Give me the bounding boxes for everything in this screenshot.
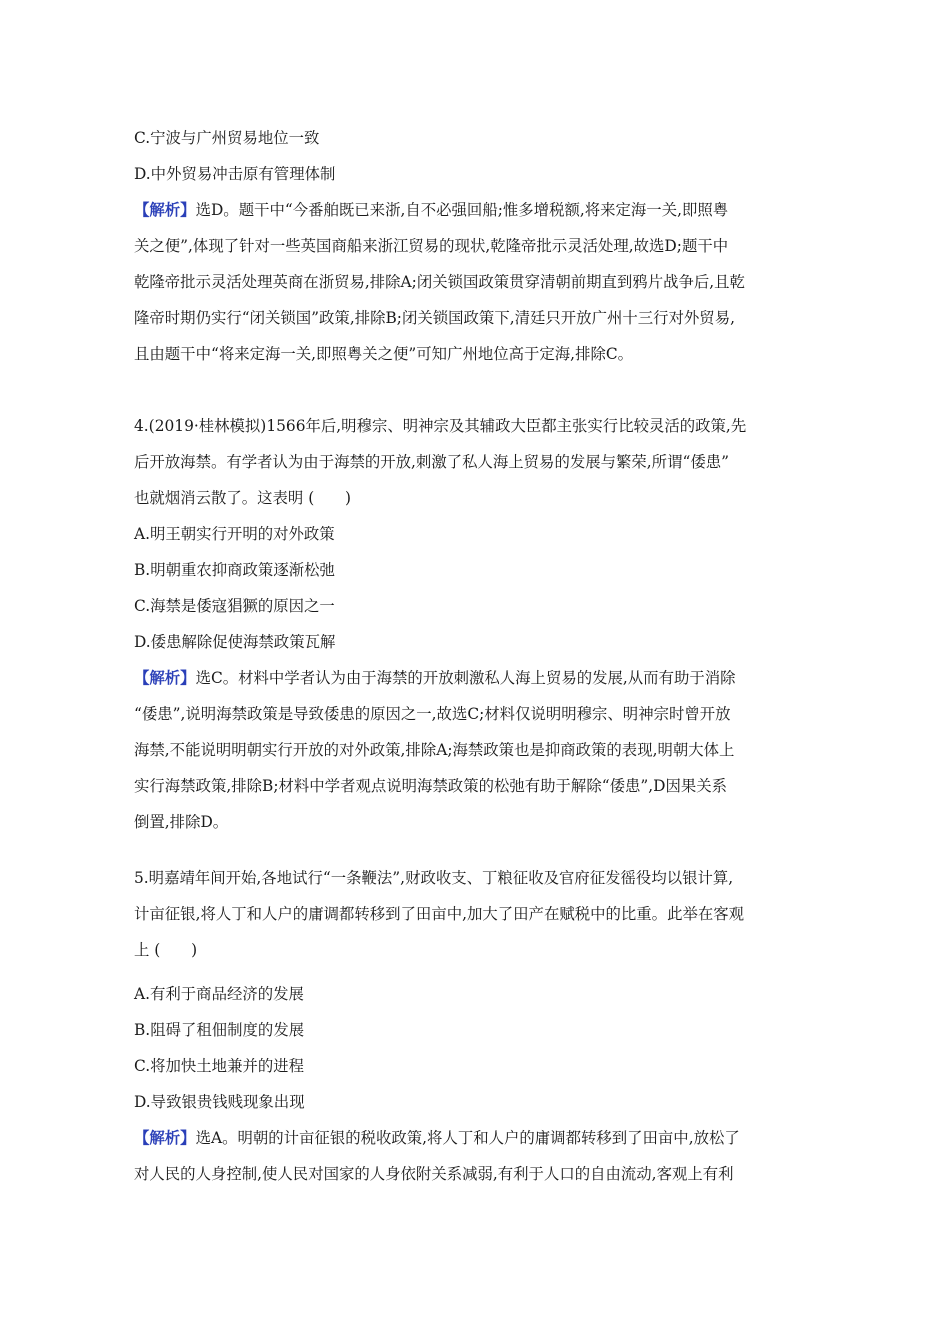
q5-option-b: B.阻碍了租佃制度的发展 — [134, 1021, 305, 1039]
q4-stem-line: 也就烟消云散了。这表明 ( ) — [134, 489, 351, 507]
q5-option-c: C.将加快土地兼并的进程 — [134, 1057, 305, 1075]
q3-answer-line: 且由题干中“将来定海一关,即照粤关之便”可知广州地位高于定海,排除C。 — [134, 345, 634, 363]
q4-option-d: D.倭患解除促使海禁政策瓦解 — [134, 633, 336, 651]
q5-stem-line: 计亩征银,将人丁和人户的庸调都转移到了田亩中,加大了田产在赋税中的比重。此举在客观 — [134, 905, 745, 923]
q4-answer-text: 选C。材料中学者认为由于海禁的开放刺激私人海上贸易的发展,从而有助于消除 — [195, 669, 736, 687]
q4-option-b: B.明朝重农抑商政策逐渐松弛 — [134, 561, 335, 579]
q4-answer-line — [134, 668, 736, 688]
q5-answer-line — [134, 1128, 740, 1148]
q5-stem-line: 5.明嘉靖年间开始,各地试行“一条鞭法”,财政收支、丁粮征收及官府征发徭役均以银计算, — [134, 869, 734, 887]
explanation-tag: 【解析】 — [134, 1129, 196, 1147]
q4-stem-line: 后开放海禁。有学者认为由于海禁的开放,刺激了私人海上贸易的发展与繁荣,所谓“倭患” — [134, 453, 729, 471]
q4-option-a: A.明王朝实行开明的对外政策 — [134, 525, 335, 543]
q3-option-d: D.中外贸易冲击原有管理体制 — [134, 165, 336, 183]
q5-option-a: A.有利于商品经济的发展 — [134, 985, 304, 1003]
explanation-tag: 【解析】 — [134, 669, 196, 687]
explanation-tag: 【解析】 — [134, 201, 196, 219]
q3-answer-line — [134, 200, 728, 220]
q3-answer-line: 乾隆帝批示灵活处理英商在浙贸易,排除A;闭关锁国政策贯穿清朝前期直到鸦片战争后,且乾 — [134, 273, 745, 291]
q4-answer-line: “倭患”,说明海禁政策是导致倭患的原因之一,故选C;材料仅说明明穆宗、明神宗时曾开放 — [134, 705, 731, 723]
q5-stem-line: 上 ( ) — [134, 941, 198, 959]
q4-answer-line: 倒置,排除D。 — [134, 813, 229, 831]
q3-answer-line: 隆帝时期仍实行“闭关锁国”政策,排除B;闭关锁国政策下,清廷只开放广州十三行对外贸易, — [134, 309, 735, 327]
q3-answer-text: 选D。题干中“今番舶既已来浙,自不必强回船;惟多增税额,将来定海一关,即照粤 — [195, 201, 729, 219]
q3-answer-line: 关之便”,体现了针对一些英国商船来浙江贸易的现状,乾隆帝批示灵活处理,故选D;题干中 — [134, 237, 729, 255]
q4-answer-line: 海禁,不能说明明朝实行开放的对外政策,排除A;海禁政策也是抑商政策的表现,明朝大体上 — [134, 741, 735, 759]
q4-stem-line: 4.(2019·桂林模拟)1566年后,明穆宗、明神宗及其辅政大臣都主张实行比较灵活的政策,先 — [134, 417, 747, 435]
q5-answer-text: 选A。明朝的计亩征银的税收政策,将人丁和人户的庸调都转移到了田亩中,放松了 — [195, 1129, 740, 1147]
q5-answer-line: 对人民的人身控制,使人民对国家的人身依附关系减弱,有利于人口的自由流动,客观上有利 — [134, 1165, 734, 1183]
q4-option-c: C.海禁是倭寇猖獗的原因之一 — [134, 597, 335, 615]
q3-option-c: C.宁波与广州贸易地位一致 — [134, 129, 320, 147]
q5-option-d: D.导致银贵钱贱现象出现 — [134, 1093, 305, 1111]
q4-answer-line: 实行海禁政策,排除B;材料中学者观点说明海禁政策的松弛有助于解除“倭患”,D因果关系 — [134, 777, 728, 795]
